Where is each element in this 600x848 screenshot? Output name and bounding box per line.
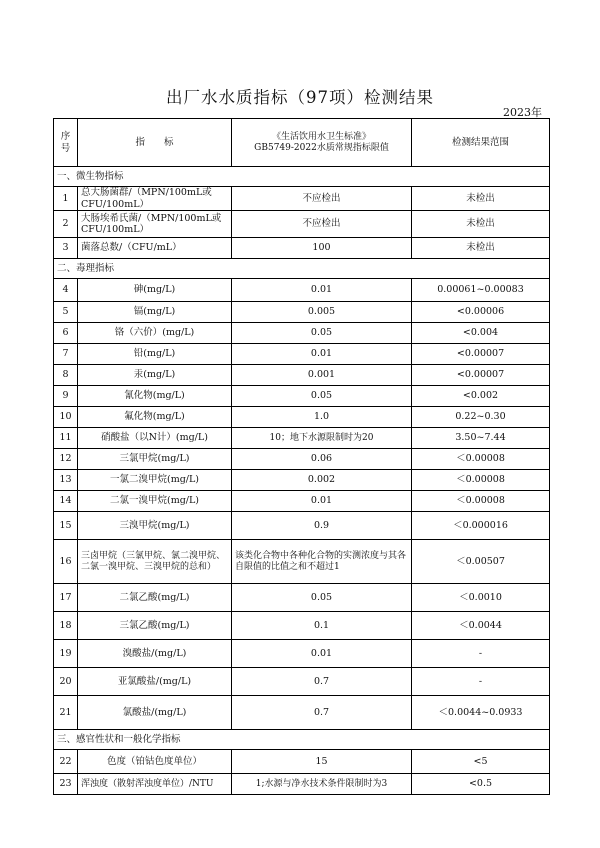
cell-no: 1 bbox=[54, 187, 78, 211]
cell-result: ＜0.00008 bbox=[412, 449, 550, 470]
cell-no: 19 bbox=[54, 640, 78, 668]
cell-result: - bbox=[412, 640, 550, 668]
cell-no: 5 bbox=[54, 302, 78, 323]
table-row bbox=[54, 470, 550, 491]
cell-indicator: 色度（铂钴色度单位） bbox=[78, 750, 232, 774]
table-row bbox=[54, 238, 550, 259]
cell-no: 11 bbox=[54, 428, 78, 449]
cell-no: 18 bbox=[54, 612, 78, 640]
section-row bbox=[54, 730, 550, 750]
cell-indicator: 镉(mg/L) bbox=[78, 302, 232, 323]
cell-result: ＜0.0044 bbox=[412, 612, 550, 640]
cell-indicator: 三氯甲烷(mg/L) bbox=[78, 449, 232, 470]
header-standard bbox=[232, 119, 412, 167]
cell-result: ＜0.0010 bbox=[412, 584, 550, 612]
cell-limit: 15 bbox=[232, 750, 412, 774]
table-row bbox=[54, 211, 550, 238]
cell-result: ＜0.00507 bbox=[412, 540, 550, 584]
cell-limit: 0.7 bbox=[232, 668, 412, 696]
section-title: 一、微生物指标 bbox=[54, 167, 550, 187]
cell-limit: 0.005 bbox=[232, 302, 412, 323]
cell-limit: 0.01 bbox=[232, 279, 412, 302]
cell-no: 13 bbox=[54, 470, 78, 491]
cell-indicator: 三氯乙酸(mg/L) bbox=[78, 612, 232, 640]
cell-result: 0.22~0.30 bbox=[412, 407, 550, 428]
cell-limit: 1.0 bbox=[232, 407, 412, 428]
table-row bbox=[54, 612, 550, 640]
cell-no: 4 bbox=[54, 279, 78, 302]
header-seq: 序号 bbox=[54, 119, 78, 167]
cell-result: ＜0.000016 bbox=[412, 512, 550, 540]
table-row bbox=[54, 302, 550, 323]
cell-no: 20 bbox=[54, 668, 78, 696]
table-row bbox=[54, 365, 550, 386]
table-row bbox=[54, 512, 550, 540]
cell-limit: 0.01 bbox=[232, 344, 412, 365]
cell-indicator: 溴酸盐/(mg/L) bbox=[78, 640, 232, 668]
cell-no: 7 bbox=[54, 344, 78, 365]
cell-result: ＜0.0044~0.0933 bbox=[412, 696, 550, 730]
section-title: 二、毒理指标 bbox=[54, 259, 550, 279]
section-row bbox=[54, 259, 550, 279]
section-title: 三、感官性状和一般化学指标 bbox=[54, 730, 550, 750]
cell-indicator: 亚氯酸盐/(mg/L) bbox=[78, 668, 232, 696]
cell-limit: 不应检出 bbox=[232, 187, 412, 211]
table-header-row bbox=[54, 119, 550, 167]
page-title: 出厂水水质指标（97项）检测结果 bbox=[166, 88, 434, 107]
cell-result: <5 bbox=[412, 750, 550, 774]
header-standard-line1: 《生活饮用水卫生标准》 bbox=[271, 131, 371, 142]
cell-limit: 0.06 bbox=[232, 449, 412, 470]
cell-result: <0.00006 bbox=[412, 302, 550, 323]
cell-result: ＜0.00008 bbox=[412, 491, 550, 512]
cell-no: 17 bbox=[54, 584, 78, 612]
cell-indicator: 氟化物(mg/L) bbox=[78, 407, 232, 428]
water-quality-table bbox=[53, 118, 550, 795]
cell-limit: 不应检出 bbox=[232, 211, 412, 238]
header-standard-line2: GB5749-2022水质常规指标限值 bbox=[254, 142, 389, 153]
cell-no: 8 bbox=[54, 365, 78, 386]
table-row bbox=[54, 668, 550, 696]
table-row bbox=[54, 750, 550, 774]
cell-indicator: 砷(mg/L) bbox=[78, 279, 232, 302]
header-indicator: 指 标 bbox=[78, 119, 232, 167]
cell-indicator: 铬（六价）(mg/L) bbox=[78, 323, 232, 344]
table-row bbox=[54, 187, 550, 211]
table-row bbox=[54, 774, 550, 795]
cell-no: 16 bbox=[54, 540, 78, 584]
cell-indicator: 氯酸盐/(mg/L) bbox=[78, 696, 232, 730]
cell-indicator: 三卤甲烷（三氯甲烷、氯二溴甲烷、二氯一溴甲烷、三溴甲烷的总和） bbox=[78, 540, 232, 584]
cell-result: <0.004 bbox=[412, 323, 550, 344]
cell-no: 23 bbox=[54, 774, 78, 795]
cell-indicator: 二氯一溴甲烷(mg/L) bbox=[78, 491, 232, 512]
cell-indicator: 氰化物(mg/L) bbox=[78, 386, 232, 407]
cell-result: 未检出 bbox=[412, 187, 550, 211]
cell-indicator: 二氯乙酸(mg/L) bbox=[78, 584, 232, 612]
table-row bbox=[54, 323, 550, 344]
cell-indicator: 硝酸盐（以N计）(mg/L) bbox=[78, 428, 232, 449]
cell-no: 22 bbox=[54, 750, 78, 774]
cell-result: 0.00061~0.00083 bbox=[412, 279, 550, 302]
cell-no: 21 bbox=[54, 696, 78, 730]
cell-indicator: 浑浊度（散射浑浊度单位）/NTU bbox=[78, 774, 232, 795]
cell-no: 2 bbox=[54, 211, 78, 238]
cell-result: <0.00007 bbox=[412, 365, 550, 386]
cell-no: 14 bbox=[54, 491, 78, 512]
cell-indicator: 菌落总数/（CFU/mL） bbox=[78, 238, 232, 259]
table-row bbox=[54, 491, 550, 512]
cell-indicator: 总大肠菌群/（MPN/100mL或CFU/100mL） bbox=[78, 187, 232, 211]
report-year: 2023年 bbox=[503, 106, 542, 119]
cell-no: 10 bbox=[54, 407, 78, 428]
table-row bbox=[54, 279, 550, 302]
table-row bbox=[54, 640, 550, 668]
table-row bbox=[54, 386, 550, 407]
cell-result: - bbox=[412, 668, 550, 696]
cell-limit: 该类化合物中各种化合物的实测浓度与其各自限值的比值之和不超过1 bbox=[232, 540, 412, 584]
cell-no: 15 bbox=[54, 512, 78, 540]
cell-no: 6 bbox=[54, 323, 78, 344]
cell-limit: 1;水源与净水技术条件限制时为3 bbox=[232, 774, 412, 795]
cell-result: <0.5 bbox=[412, 774, 550, 795]
cell-result: 3.50~7.44 bbox=[412, 428, 550, 449]
cell-limit: 0.01 bbox=[232, 640, 412, 668]
cell-limit: 0.1 bbox=[232, 612, 412, 640]
cell-result: <0.002 bbox=[412, 386, 550, 407]
cell-result: 未检出 bbox=[412, 211, 550, 238]
cell-limit: 10；地下水源限制时为20 bbox=[232, 428, 412, 449]
table-row bbox=[54, 449, 550, 470]
table-row bbox=[54, 696, 550, 730]
cell-limit: 0.05 bbox=[232, 584, 412, 612]
cell-limit: 0.7 bbox=[232, 696, 412, 730]
cell-limit: 0.01 bbox=[232, 491, 412, 512]
cell-limit: 100 bbox=[232, 238, 412, 259]
cell-result: ＜0.00008 bbox=[412, 470, 550, 491]
cell-limit: 0.002 bbox=[232, 470, 412, 491]
cell-result: 未检出 bbox=[412, 238, 550, 259]
cell-indicator: 铅(mg/L) bbox=[78, 344, 232, 365]
table-row bbox=[54, 584, 550, 612]
section-row bbox=[54, 167, 550, 187]
cell-limit: 0.9 bbox=[232, 512, 412, 540]
header-result: 检测结果范围 bbox=[412, 119, 550, 167]
table-row bbox=[54, 344, 550, 365]
cell-indicator: 大肠埃希氏菌/（MPN/100mL或CFU/100mL） bbox=[78, 211, 232, 238]
cell-no: 12 bbox=[54, 449, 78, 470]
table-row bbox=[54, 540, 550, 584]
cell-result: <0.00007 bbox=[412, 344, 550, 365]
cell-limit: 0.001 bbox=[232, 365, 412, 386]
cell-no: 9 bbox=[54, 386, 78, 407]
table-row bbox=[54, 407, 550, 428]
cell-no: 3 bbox=[54, 238, 78, 259]
cell-indicator: 一氯二溴甲烷(mg/L) bbox=[78, 470, 232, 491]
cell-limit: 0.05 bbox=[232, 386, 412, 407]
cell-indicator: 汞(mg/L) bbox=[78, 365, 232, 386]
cell-limit: 0.05 bbox=[232, 323, 412, 344]
cell-indicator: 三溴甲烷(mg/L) bbox=[78, 512, 232, 540]
table-row bbox=[54, 428, 550, 449]
